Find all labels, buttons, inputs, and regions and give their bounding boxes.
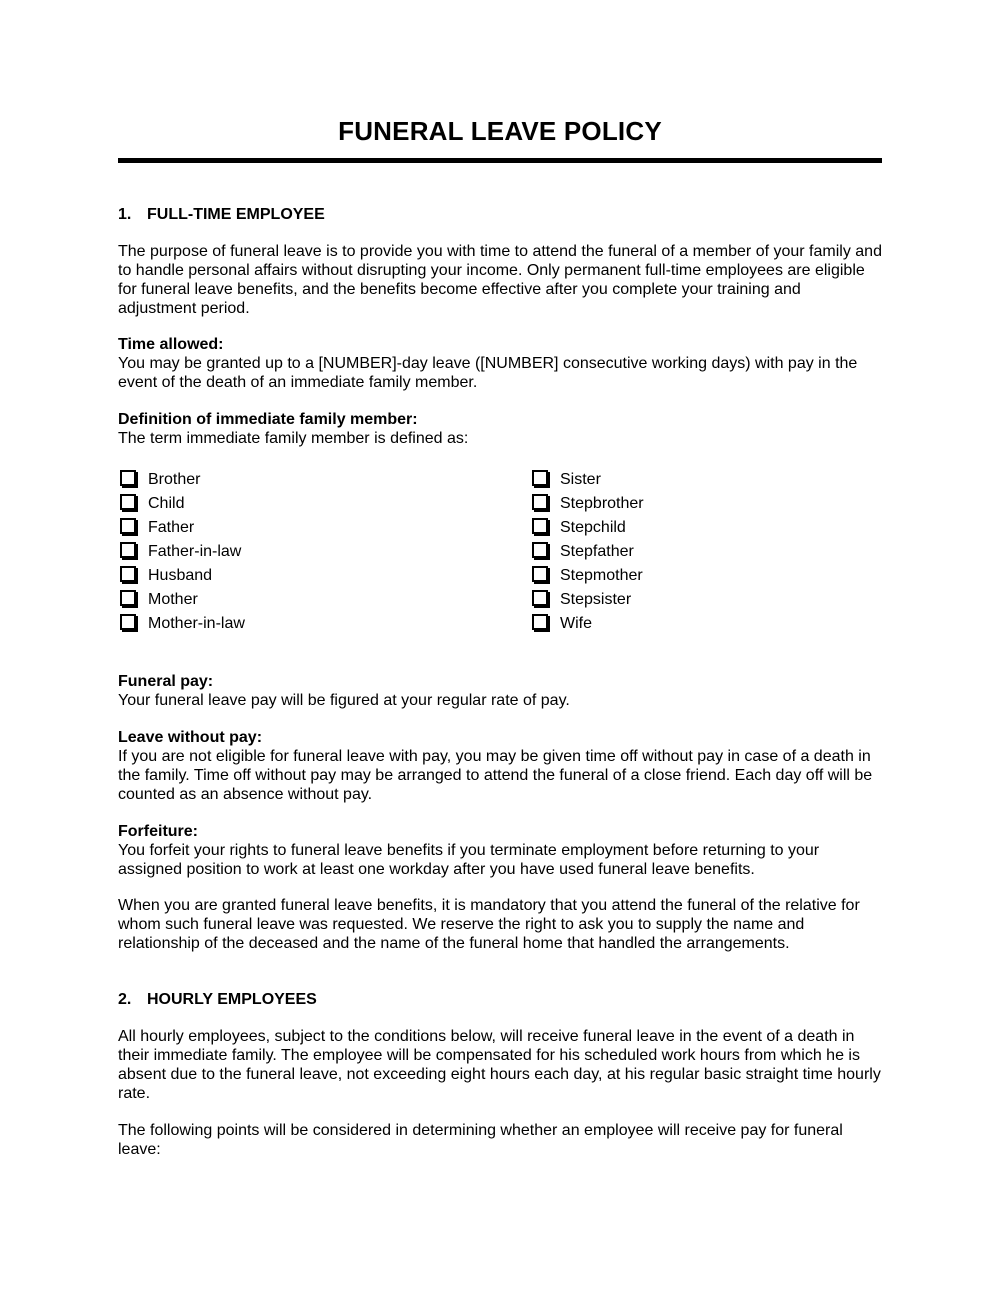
- family-item[interactable]: [530, 612, 644, 636]
- family-item-label: Stepchild: [560, 519, 626, 536]
- family-item-label: Husband: [148, 567, 213, 584]
- time-allowed-block: [118, 335, 882, 392]
- funeral-pay-heading: Funeral pay:: [118, 673, 214, 690]
- section-1-heading: [118, 205, 882, 224]
- section-2-heading: [118, 990, 882, 1009]
- checkbox-icon[interactable]: [532, 566, 548, 582]
- section-1-number: 1.: [118, 206, 132, 223]
- family-item-label: Child: [148, 495, 185, 512]
- checkbox-icon[interactable]: [532, 470, 548, 486]
- family-member-checklist: [118, 468, 882, 638]
- definition-text: The term immediate family member is defined as:: [118, 430, 469, 447]
- leave-without-pay-text: If you are not eligible for funeral leave with pay, you may be given time off without pay in case of a death in the family. Time off without pay may be arranged to attend the funeral of a close friend. Each day off will be counted as an absence without pay.: [118, 748, 873, 803]
- checkbox-icon[interactable]: [120, 494, 136, 510]
- checkbox-icon[interactable]: [532, 518, 548, 534]
- checkbox-icon[interactable]: [532, 542, 548, 558]
- family-item[interactable]: [118, 540, 245, 564]
- family-item[interactable]: [118, 612, 245, 636]
- family-item-label: Sister: [560, 471, 601, 488]
- family-item[interactable]: [118, 588, 245, 612]
- checkbox-icon[interactable]: [532, 590, 548, 606]
- family-item[interactable]: [530, 492, 644, 516]
- leave-without-pay-heading: Leave without pay:: [118, 729, 263, 746]
- family-list-left: [118, 468, 245, 636]
- section-2-intro: All hourly employees, subject to the conditions below, will receive funeral leave in the event of a death in their immediate family. The employee will be compensated for his scheduled work hours from which he is absent due to the funeral leave, not exceeding eight hours each day, at his regular basic straight time hourly rate.: [118, 1028, 881, 1102]
- family-item-label: Father-in-law: [148, 543, 242, 560]
- checkbox-icon[interactable]: [532, 494, 548, 510]
- forfeiture-block: [118, 822, 882, 879]
- family-item[interactable]: [530, 540, 644, 564]
- family-item-label: Father: [148, 519, 195, 536]
- checkbox-icon[interactable]: [120, 542, 136, 558]
- family-item[interactable]: [118, 468, 245, 492]
- funeral-pay-block: [118, 672, 882, 710]
- definition-block: [118, 410, 882, 448]
- checkbox-icon[interactable]: [120, 590, 136, 606]
- section-2-points-intro: The following points will be considered in determining whether an employee will receive pay for funeral leave:: [118, 1122, 843, 1158]
- time-allowed-heading: Time allowed:: [118, 336, 224, 353]
- family-item-label: Mother: [148, 591, 198, 608]
- title-divider: [118, 158, 882, 163]
- section-1-intro: The purpose of funeral leave is to provide you with time to attend the funeral of a member of your family and to handle personal affairs without disrupting your income. Only permanent full-time employees are eligible for funeral leave benefits, and the benefits become effective after you complete your training and adjustment period.: [118, 243, 882, 317]
- forfeiture-heading: Forfeiture:: [118, 823, 198, 840]
- checkbox-icon[interactable]: [120, 614, 136, 630]
- family-item-label: Brother: [148, 471, 201, 488]
- family-item[interactable]: [530, 468, 644, 492]
- family-list-right: [530, 468, 644, 636]
- family-item[interactable]: [118, 492, 245, 516]
- checkbox-icon[interactable]: [120, 518, 136, 534]
- time-allowed-text: You may be granted up to a [NUMBER]-day leave ([NUMBER] consecutive working days) with pay in the event of the death of an immediate family member.: [118, 355, 858, 391]
- family-item-label: Stepfather: [560, 543, 634, 560]
- family-item-label: Stepsister: [560, 591, 632, 608]
- family-item-label: Wife: [560, 615, 592, 632]
- family-item-label: Mother-in-law: [148, 615, 245, 632]
- document-title: FUNERAL LEAVE POLICY: [338, 116, 662, 146]
- checkbox-icon[interactable]: [532, 614, 548, 630]
- section-2-number: 2.: [118, 991, 132, 1008]
- family-item[interactable]: [530, 588, 644, 612]
- definition-heading: Definition of immediate family member:: [118, 411, 418, 428]
- forfeiture-text: You forfeit your rights to funeral leave benefits if you terminate employment before returning to your assigned position to work at least one workday after you have used funeral leave benefits.: [118, 842, 820, 878]
- family-item-label: Stepmother: [560, 567, 643, 584]
- section-2-title: HOURLY EMPLOYEES: [147, 991, 317, 1008]
- family-item[interactable]: [530, 564, 644, 588]
- family-item[interactable]: [118, 564, 245, 588]
- family-item[interactable]: [530, 516, 644, 540]
- mandatory-attendance-text: When you are granted funeral leave benefits, it is mandatory that you attend the funeral of the relative for whom such funeral leave was requested. We reserve the right to ask you to supply the name and relationship of the deceased and the name of the funeral home that handled the arrangements.: [118, 897, 860, 952]
- checkbox-icon[interactable]: [120, 566, 136, 582]
- section-1-title: FULL-TIME EMPLOYEE: [147, 206, 325, 223]
- family-item-label: Stepbrother: [560, 495, 644, 512]
- leave-without-pay-block: [118, 728, 882, 804]
- checkbox-icon[interactable]: [120, 470, 136, 486]
- family-item[interactable]: [118, 516, 245, 540]
- funeral-pay-text: Your funeral leave pay will be figured at your regular rate of pay.: [118, 692, 570, 709]
